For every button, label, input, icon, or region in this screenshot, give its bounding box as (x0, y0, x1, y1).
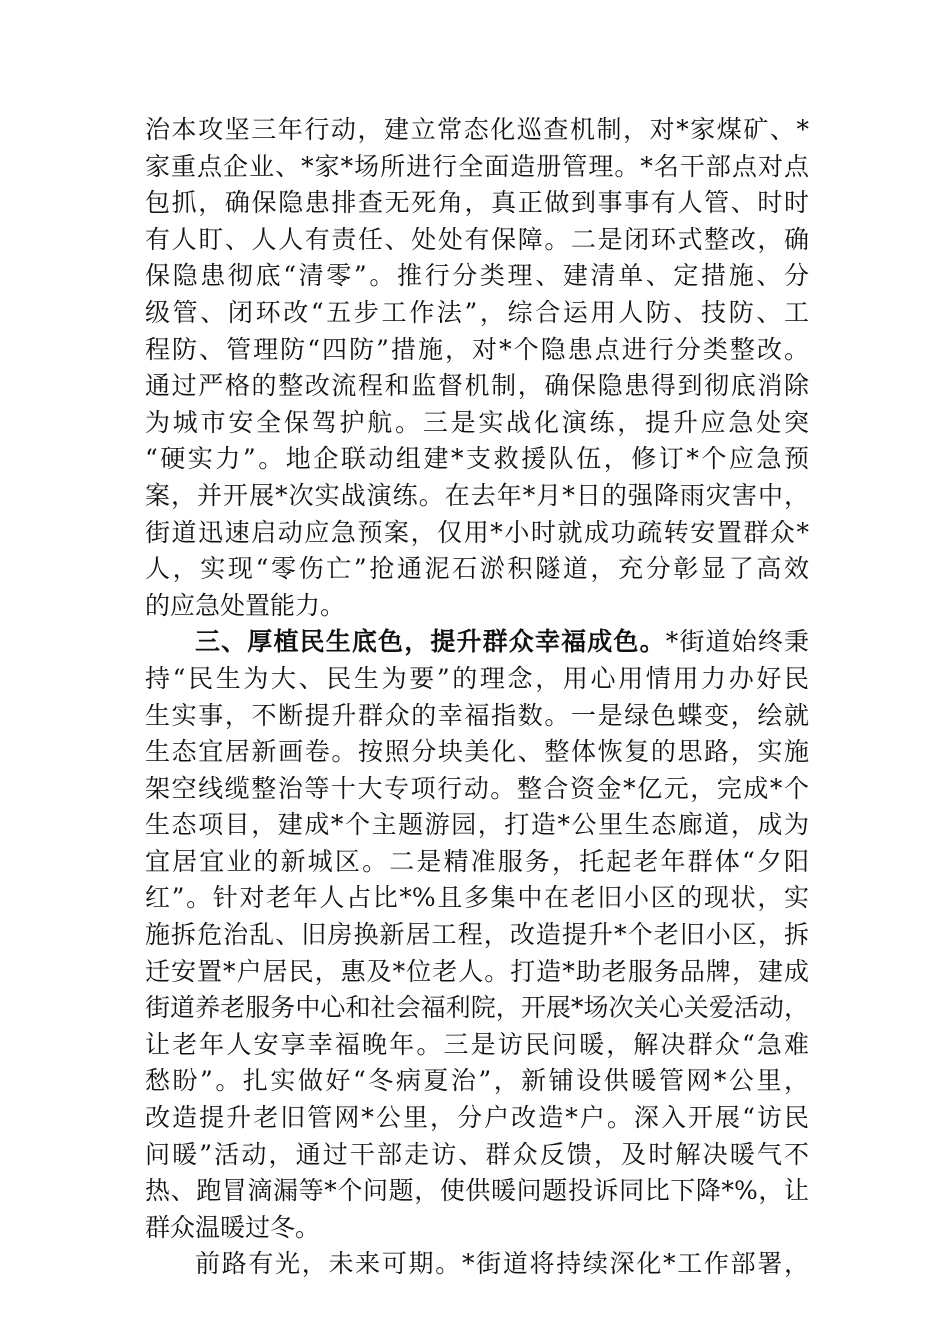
document-body (145, 112, 809, 1283)
paragraph-line: 街道养老服务中心和社会福利院，开展*场次关心关爱活动， (145, 993, 809, 1023)
paragraph-line: 持“民生为大、民生为要”的理念，用心用情用力办好民 (145, 663, 809, 693)
paragraph-first-line (145, 624, 809, 661)
paragraph-line: 有人盯、人人有责任、处处有保障。二是闭环式整改，确 (145, 224, 809, 254)
paragraph-line: 施拆危治乱、旧房换新居工程，改造提升*个老旧小区，拆 (145, 920, 809, 950)
paragraph-line: 红”。针对老年人占比*%且多集中在老旧小区的现状，实 (145, 883, 809, 913)
paragraph-line: 案，并开展*次实战演练。在去年*月*日的强降雨灾害中， (145, 480, 809, 510)
paragraph-line: 街道迅速启动应急预案，仅用*小时就成功疏转安置群众* (145, 517, 809, 547)
paragraph-line: 让老年人安享幸福晚年。三是访民问暖，解决群众“急难 (145, 1029, 809, 1059)
section-heading: 三、厚植民生底色，提升群众幸福成色。 (195, 627, 666, 657)
paragraph-line: 迁安置*户居民，惠及*位老人。打造*助老服务品牌，建成 (145, 956, 809, 986)
paragraph-line: 治本攻坚三年行动，建立常态化巡查机制，对*家煤矿、* (145, 115, 809, 144)
paragraph-line: 生态宜居新画卷。按照分块美化、整体恢复的思路，实施 (145, 737, 809, 767)
paragraph-line: 架空线缆整治等十大专项行动。整合资金*亿元，完成*个 (145, 773, 809, 803)
paragraph-line: 程防、管理防“四防”措施，对*个隐患点进行分类整改。 (145, 334, 809, 364)
paragraph-line: 为城市安全保驾护航。三是实战化演练，提升应急处突 (145, 407, 809, 437)
paragraph-line: 家重点企业、*家*场所进行全面造册管理。*名干部点对点 (145, 151, 809, 181)
paragraph-line: 群众温暖过冬。 (145, 1212, 321, 1242)
paragraph-line: 通过严格的整改流程和监督机制，确保隐患得到彻底消除 (145, 371, 809, 401)
paragraph-line: 人，实现“零伤亡”抢通泥石淤积隧道，充分彰显了高效 (145, 554, 809, 584)
paragraph-line: 改造提升老旧管网*公里，分户改造*户。深入开展“访民 (145, 1103, 809, 1133)
paragraph-first-line: 前路有光，未来可期。*街道将持续深化*工作部署， (195, 1249, 809, 1279)
paragraph-line: 保隐患彻底“清零”。推行分类理、建清单、定措施、分 (145, 261, 809, 291)
paragraph-text: *街道始终秉 (665, 627, 809, 657)
paragraph-line: 的应急处置能力。 (145, 590, 346, 620)
paragraph-line: 热、跑冒滴漏等*个问题，使供暖问题投诉同比下降*%，让 (145, 1176, 809, 1206)
paragraph-line: 宜居宜业的新城区。二是精准服务，托起老年群体“夕阳 (145, 846, 809, 876)
paragraph-line: 级管、闭环改“五步工作法”，综合运用人防、技防、工 (145, 297, 809, 327)
paragraph-line: “硬实力”。地企联动组建*支救援队伍，修订*个应急预 (145, 444, 809, 474)
paragraph-line: 包抓，确保隐患排查无死角，真正做到事事有人管、时时 (145, 188, 809, 218)
paragraph-line: 生实事，不断提升群众的幸福指数。一是绿色蝶变，绘就 (145, 700, 809, 730)
paragraph-line: 愁盼”。扎实做好“冬病夏治”，新铺设供暖管网*公里， (145, 1066, 809, 1096)
paragraph-line: 问暖”活动，通过干部走访、群众反馈，及时解决暖气不 (145, 1139, 809, 1169)
paragraph-line: 生态项目，建成*个主题游园，打造*公里生态廊道，成为 (145, 810, 809, 840)
